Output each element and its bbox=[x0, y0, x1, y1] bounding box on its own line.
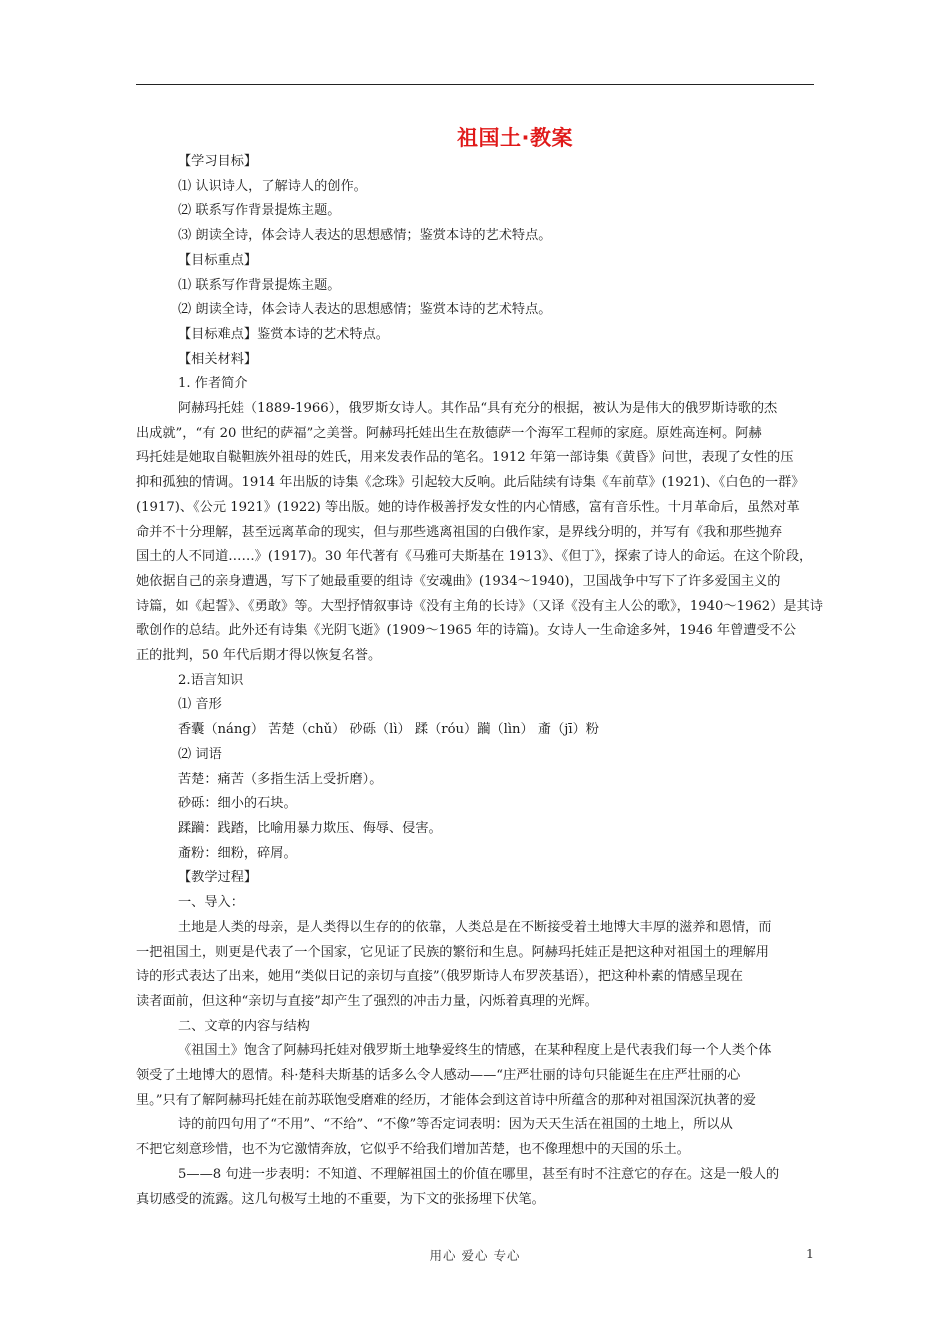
structure-heading: 二、文章的内容与结构 bbox=[178, 1018, 310, 1034]
paragraph-line: 诗的前四句用了“不用”、“不给”、“不像”等否定词表明：因为天天生活在祖国的土地上，所以从 bbox=[178, 1117, 733, 1133]
key-points-heading: 【目标重点】 bbox=[178, 252, 258, 268]
key-point-1: ⑴ 联系写作背景提炼主题。 bbox=[178, 277, 341, 293]
document-title: 祖国土·教案 bbox=[457, 126, 573, 150]
pronunciation-line: 香囊（náng） 苦楚（chǔ） 砂砾（lì） 蹂（róu）躏（lìn） 齑（jī）粉 bbox=[178, 722, 599, 738]
difficulty-line: 【目标难点】鉴赏本诗的艺术特点。 bbox=[178, 326, 389, 342]
paragraph-line: 领受了土地博大的恩情。科·楚科夫斯基的话多么令人感动——“庄严壮丽的诗句只能诞生在庄严壮丽的心 bbox=[136, 1068, 741, 1084]
objective-2: ⑵ 联系写作背景提炼主题。 bbox=[178, 203, 341, 219]
vocab-item: 蹂躏：践踏，比喻用暴力欺压、侮辱、侵害。 bbox=[178, 820, 442, 836]
paragraph-line: 读者面前，但这种“亲切与直接”却产生了强烈的冲击力量，闪烁着真理的光辉。 bbox=[136, 993, 598, 1009]
key-point-2: ⑵ 朗读全诗，体会诗人表达的思想感情；鉴赏本诗的艺术特点。 bbox=[178, 302, 552, 318]
pronunciation-heading: ⑴ 音形 bbox=[178, 697, 222, 713]
author-paragraph bbox=[136, 397, 823, 669]
language-knowledge-heading: 2.语言知识 bbox=[178, 672, 244, 688]
paragraph-line: 正的批判，50 年代后期才得以恢复名誉。 bbox=[136, 648, 382, 664]
footer-motto: 用心 爱心 专心 bbox=[429, 1248, 521, 1263]
objective-3: ⑶ 朗读全诗，体会诗人表达的思想感情；鉴赏本诗的艺术特点。 bbox=[178, 228, 552, 244]
vocab-item: 苦楚：痛苦（多指生活上受折磨）。 bbox=[178, 771, 383, 787]
paragraph-line: 阿赫玛托娃（1889-1966），俄罗斯女诗人。其作品“具有充分的根据，被认为是伟大的俄罗斯诗歌的杰 bbox=[178, 401, 778, 417]
learning-objectives-heading: 【学习目标】 bbox=[178, 154, 258, 169]
paragraph-line: 歌创作的总结。此外还有诗集《光阴飞逝》(1909～1965 年的诗篇)。女诗人一生命途多舛，1946 年曾遭受不公 bbox=[136, 623, 797, 639]
structure-paragraph-2 bbox=[136, 1113, 814, 1162]
document-body bbox=[136, 150, 823, 1212]
vocab-item: 砂砾：细小的石块。 bbox=[178, 796, 297, 812]
paragraph-line: 国土的人不同道……》(1917)。30 年代著有《马雅可夫斯基在 1913》、《但丁》，探索了诗人的命运。在这个阶段， bbox=[136, 549, 813, 565]
author-intro-heading: 1. 作者简介 bbox=[178, 376, 248, 392]
structure-paragraph-3 bbox=[136, 1163, 814, 1212]
vocabulary-heading: ⑵ 词语 bbox=[178, 746, 222, 762]
materials-heading: 【相关材料】 bbox=[178, 351, 258, 367]
paragraph-line: 里。”只有了解阿赫玛托娃在前苏联饱受磨难的经历，才能体会到这首诗中所蕴含的那种对祖国深沉执著的爱 bbox=[136, 1092, 756, 1108]
paragraph-line: 抑和孤独的情调。1914 年出版的诗集《念珠》引起较大反响。此后陆续有诗集《车前草》(1921)、《白色的一群》 bbox=[136, 475, 805, 491]
objective-1: ⑴ 认识诗人，了解诗人的创作。 bbox=[178, 178, 367, 194]
paragraph-line: 《祖国土》饱含了阿赫玛托娃对俄罗斯土地挚爱终生的情感，在某种程度上是代表我们每一个人类个体 bbox=[178, 1043, 772, 1059]
paragraph-line: 5——8 句进一步表明：不知道、不理解祖国土的价值在哪里，甚至有时不注意它的存在。这是一般人的 bbox=[178, 1166, 780, 1182]
paragraph-line: 命并不十分理解，甚至远离革命的现实，但与那些逃离祖国的白俄作家，是界线分明的，并写有《我和那些抛弃 bbox=[136, 524, 783, 540]
header-rule bbox=[136, 84, 814, 85]
introduction-paragraph bbox=[136, 916, 814, 1015]
paragraph-line: 出成就”，“有 20 世纪的萨福”之美誉。阿赫玛托娃出生在敖德萨一个海军工程师的家庭。原姓高连柯。阿赫 bbox=[136, 425, 762, 441]
paragraph-line: 她依据自己的亲身遭遇，写下了她最重要的组诗《安魂曲》(1934～1940)，卫国战争中写下了许多爱国主义的 bbox=[136, 573, 781, 589]
paragraph-line: 玛托娃是她取自鞑靼族外祖母的姓氏，用来发表作品的笔名。1912 年第一部诗集《黄昏》问世，表现了女性的压 bbox=[136, 450, 794, 466]
page-number: 1 bbox=[806, 1246, 814, 1261]
paragraph-line: 土地是人类的母亲，是人类得以生存的的依靠，人类总是在不断接受着土地博大丰厚的滋养和恩情，而 bbox=[178, 919, 772, 935]
paragraph-line: 真切感受的流露。这几句极写土地的不重要，为下文的张扬埋下伏笔。 bbox=[136, 1191, 545, 1207]
introduction-heading: 一、导入： bbox=[178, 895, 244, 911]
structure-paragraph-1 bbox=[136, 1039, 814, 1113]
vocab-item: 齑粉：细粉，碎屑。 bbox=[178, 845, 297, 861]
teaching-process-heading: 【教学过程】 bbox=[178, 870, 258, 886]
paragraph-line: 诗篇，如《起誓》、《勇敢》等。大型抒情叙事诗《没有主角的长诗》（又译《没有主人公的歌》，1940～1962）是其诗 bbox=[136, 598, 823, 614]
paragraph-line: 不把它刻意珍惜，也不为它激情奔放，它似乎不给我们增加苦楚，也不像理想中的天国的乐土。 bbox=[136, 1142, 690, 1158]
paragraph-line: 诗的形式表达了出来，她用“类似日记的亲切与直接”（俄罗斯诗人布罗茨基语），把这种朴素的情感呈现在 bbox=[136, 969, 743, 985]
paragraph-line: 一把祖国土，则更是代表了一个国家，它见证了民族的繁衍和生息。阿赫玛托娃正是把这种对祖国土的理解用 bbox=[136, 944, 769, 960]
paragraph-line: (1917)、《公元 1921》(1922) 等出版。她的诗作极善抒发女性的内心情感，富有音乐性。十月革命后，虽然对革 bbox=[136, 499, 800, 515]
